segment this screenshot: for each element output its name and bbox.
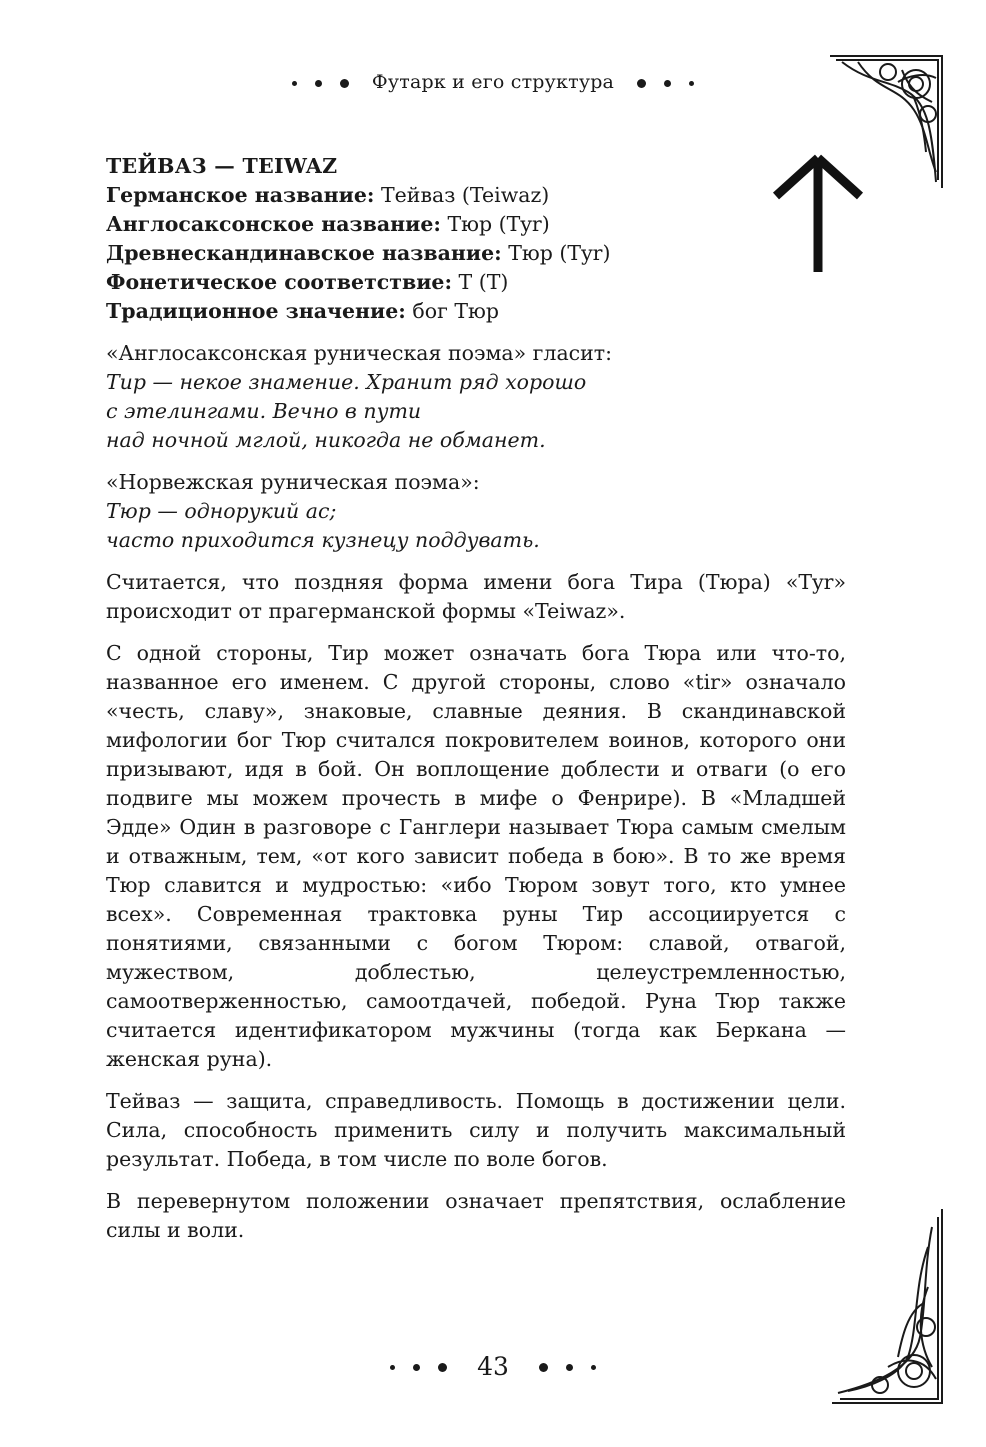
meta-phonetic: Фонетическое соответствие: Т (T) [106,270,509,294]
paragraph: Тейваз — защита, справедливость. Помощь в достижении цели. Сила, способность применить силу и получить максимальный результат. Победа, в том числе по воле богов. [106,1089,846,1171]
page-content [106,152,846,1245]
paragraph: В перевернутом положении означает препятствия, ослабление силы и воли. [106,1189,846,1242]
header-dots-right [628,71,703,93]
header-title: Футарк и его структура [371,71,615,93]
meta-old-norse: Древнескандинавское название: Тюр (Tyr) [106,241,611,265]
poem-line: Тир — некое знамение. Хранит ряд хорошо [106,370,587,394]
paragraph: Считается, что поздняя форма имени бога Тира (Тюра) «Tyr» происходит от прагерманской формы «Teiwaz». [106,570,846,623]
poem-line: с этелингами. Вечно в пути [106,399,422,423]
footer-dots-right [530,1357,605,1376]
page-number: 43 [477,1352,509,1381]
poem-line: Тюр — однорукий ас; [106,499,337,523]
meta-meaning: Традиционное значение: бог Тюр [106,299,499,323]
poem-intro-anglosaxon: «Англосаксонская руническая поэма» гласит: [106,341,613,365]
meta-anglosaxon: Англосаксонское название: Тюр (Tyr) [106,212,550,236]
meta-germanic: Германское название: Тейваз (Teiwaz) [106,183,550,207]
footer-dots-left [381,1357,456,1376]
page-footer [0,1352,986,1381]
poem-line: над ночной мглой, никогда не обманет. [106,428,546,452]
poem-line: часто приходится кузнецу поддувать. [106,528,540,552]
poem-intro-norwegian: «Норвежская руническая поэма»: [106,470,480,494]
paragraph: С одной стороны, Тир может означать бога Тюра или что-то, названное его именем. С другой стороны, слово «tir» означало «честь, славу», знаковые, славные деяния. В скандинавской мифологии бог Тюр считался покровителем воинов, которого они призывают, идя в бой. Он воплощение доблести и отваги (о его подвиге мы можем прочесть в мифе о Фенрире). В «Младшей Эдде» Один в разговоре с Ганглери называет Тюра самым смелым и отважным, тем, «от кого зависит победа в бою». В то же время Тюр славится и мудростью: «ибо Тюром зовут того, кто умнее всех». Современная трактовка руны Тир ассоциируется с понятиями, связанными с богом Тюром: славой, отвагой, мужеством, доблестью, целеустремленностью, самоотверженностью, самоотдачей, победой. Руна Тюр также считается идентификатором мужчины (тогда как Беркана — женская руна). [106,641,846,1071]
rune-title: ТЕЙВАЗ — TEIWAZ [106,154,338,178]
header-dots-left [283,71,358,93]
